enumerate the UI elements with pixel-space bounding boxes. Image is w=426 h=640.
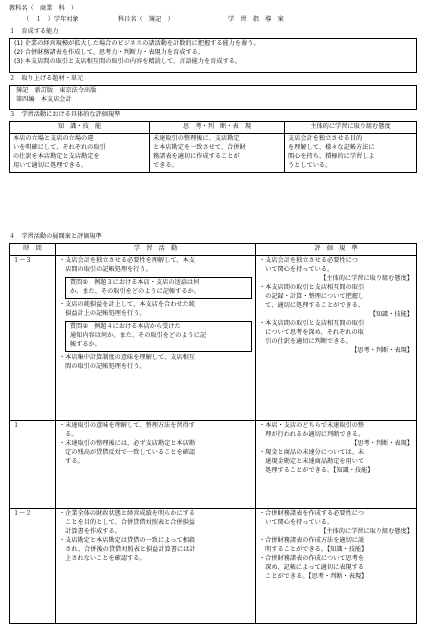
cell-line: と本店勘定を一致させて、合併財 (153, 143, 246, 151)
criteria-table (9, 121, 417, 173)
eval-line: ・現金と商品の未達分については、未 (259, 448, 365, 456)
eval-tag: 【知識・技能】 (369, 310, 413, 318)
material-box (9, 85, 417, 110)
cell-line: 本店の立場と支店の立場の違 (13, 134, 94, 142)
plan-evals (256, 508, 417, 623)
activity-line: ・支店会計を独立させる必要性を理解して、本支 (59, 256, 195, 264)
eval-line: ・本支店間の取引と支店相互間の取引 (259, 319, 365, 327)
eval-line: ことができる。【思考・判断・表現】 (259, 572, 368, 580)
question-line: 質問② 例題４における本店から受けた (70, 322, 181, 330)
header-row (9, 16, 419, 25)
doc-title: 学 習 指 導 案 (228, 16, 284, 23)
eval-tag: 【主体的に学習に取り組む態度】 (320, 527, 413, 535)
cell-line: 未達取引の整理後に、支店勘定 (153, 134, 240, 142)
plan-row (10, 508, 417, 623)
plan-activities (56, 508, 256, 623)
eval-line: について思考を深め、それぞれの取 (259, 328, 364, 336)
eval-tag: 【主体的に学習に取り組む態度】 (320, 274, 413, 282)
plan-time: １ (10, 420, 56, 508)
ability-item: (2) 合併財務諸表を作成して、思考力・判断力・表現力を育成する。 (14, 48, 205, 56)
eval-line: の記録・計算・整理について把握し (259, 292, 365, 300)
eval-line: 達現金勘定と未達商品勘定を用いて (259, 457, 365, 465)
question-line: 通知内容は何か。また、その取引をどのように記 (70, 331, 207, 339)
eval-line: 明することができる。【知識・技能】 (259, 545, 368, 553)
criteria-col-thinking: 思 考・判 断・表 現 (150, 122, 285, 134)
activity-line: ・未達取引の整理後には、必ず支店勘定と本店勘 (59, 439, 196, 447)
eval-line: ・支店会計を独立させる必要性につ (259, 256, 358, 264)
plan-row (10, 420, 417, 508)
cell-line: 関心を持ち、積極的に学習しよ (288, 152, 375, 160)
activity-line: 損益計上の記帳処理を行う。 (59, 309, 146, 317)
course-label: 科目名（ 簿記 ） (118, 16, 174, 23)
ability-box (9, 38, 417, 73)
activity-line: る。 (59, 430, 78, 438)
eval-line: ・合併財務諸表を作成する必要性につ (259, 509, 365, 517)
activity-line: 店間の取引の記帳処理を行う。 (59, 265, 152, 273)
question-box (65, 321, 252, 352)
cell-line: いを明確にして、それぞれの取引 (13, 143, 106, 151)
section3-heading: ３ 学習活動における具体的な評価規準 (9, 111, 121, 118)
activity-line: 上されないことを確認する。 (59, 554, 146, 562)
plan-evals (256, 420, 417, 508)
eval-line: 深め、記帳によって適切に表現する (259, 563, 364, 571)
activity-line: ・未達取引の意味を理解して、整理方法を習得す (59, 421, 195, 429)
activity-line: ・支店勘定と本店勘定は貸借の一致によって相殺 (59, 536, 196, 544)
eval-line: いて関心を持っている。 (259, 265, 334, 273)
activity-line: ・企業全体の財政状態と経営成績を明らかにする (59, 509, 196, 517)
plan-activities (56, 255, 256, 420)
eval-line: 処理することができる。【知識・技能】 (259, 466, 374, 474)
grade-label: （ １ ）学年対象 (23, 16, 79, 23)
activity-line: ことを目的として、合併貸借対照表と合併損益 (59, 518, 195, 526)
material-line: 簿記 新訂版 東京法令出版 (16, 87, 97, 94)
cell-line: 支店会計を独立させる目的 (288, 134, 363, 142)
plan-table (9, 243, 417, 624)
plan-time: １～３ (10, 255, 56, 420)
plan-col-time: 時 間 (10, 244, 56, 256)
plan-col-eval: 評 価 規 準 (256, 244, 417, 256)
activity-line: 定の残高が貸借反対で一致していることを確認 (59, 448, 196, 456)
eval-line: 理が行われるか適切に判断できる。 (259, 430, 365, 438)
activity-line: 計算書を作成する。 (59, 527, 121, 535)
eval-line: て、適切に処理することができる。 (259, 301, 365, 309)
plan-col-activity: 学 習 活 動 (56, 244, 256, 256)
question-box (65, 277, 252, 299)
material-line: 第四編 本支店会計 (16, 95, 72, 103)
question-line: 帳するか。 (70, 340, 101, 348)
eval-line: ・合併財務諸表の作成について思考を (259, 554, 365, 562)
plan-evals (256, 255, 417, 420)
criteria-col-knowledge: 知 識・技 能 (10, 122, 150, 134)
section4-heading: ４ 学習活動の展開案と評価規準 (9, 233, 102, 240)
eval-tag: 【思考・判断・表現】 (351, 439, 413, 447)
question-line: か。また、その取引をどのように記帳するか。 (70, 287, 200, 295)
question-line: 質問① 例題３における本店・支店の送話は何 (70, 278, 200, 286)
activity-line: され、合併後の貸借対照表と損益計算書には計 (59, 545, 196, 553)
cell-line: の仕訳を本店勘定と支店勘定を (13, 152, 100, 160)
cell-line: 務諸表を適切に作成することが (153, 152, 240, 160)
eval-tag: 【思考・判断・表現】 (351, 346, 413, 354)
eval-line: ・合併財務諸表の作成方法を適切に説 (259, 536, 365, 544)
ability-item: (3) 本支店間の取引と支店相互間の取引の内容を精読して、言語能力を育成する。 (14, 57, 242, 65)
criteria-cell-attitude (285, 133, 417, 172)
cell-line: うとしている。 (288, 161, 332, 169)
activity-line: 間の取引の記帳処理を行う。 (59, 362, 146, 370)
section2-heading: ２ 取り上げる題材・単元 (9, 75, 84, 82)
criteria-col-attitude: 主体的に学習に取り組む態度 (285, 122, 417, 134)
cell-line: 用いて適切に処理できる。 (13, 161, 88, 169)
ability-item: (1) 企業の経営規模が拡大した場合のビジネスの諸活動を計数的に把握する能力を養う。 (14, 40, 260, 47)
plan-time: １～２ (10, 508, 56, 623)
eval-line: いて関心を持っている。 (259, 518, 334, 526)
eval-line: ・本店・支店のどちらで未達取引の整 (259, 421, 365, 429)
criteria-cell-knowledge (10, 133, 150, 172)
section1-heading: １ 育成する能力 (9, 28, 59, 35)
eval-line: ・本支店間の取引と支店相互間の取引 (259, 283, 365, 291)
activity-line: する。 (59, 457, 84, 465)
activity-line: ・支店の純損益を計上して、本支店を合わせた純 (59, 300, 195, 308)
cell-line: できる。 (153, 161, 178, 169)
criteria-cell-thinking (150, 133, 285, 172)
plan-row (10, 255, 417, 420)
eval-line: 引の仕訳を適切に判断できる。 (259, 337, 352, 345)
subject-line: 教科名（ 商業 科 ） (9, 5, 78, 12)
activity-line: ・本店集中計算制度の意味を理解して、支店相互 (59, 353, 195, 361)
cell-line: を理解して、様々な記帳方法に (288, 143, 375, 151)
plan-activities (56, 420, 256, 508)
